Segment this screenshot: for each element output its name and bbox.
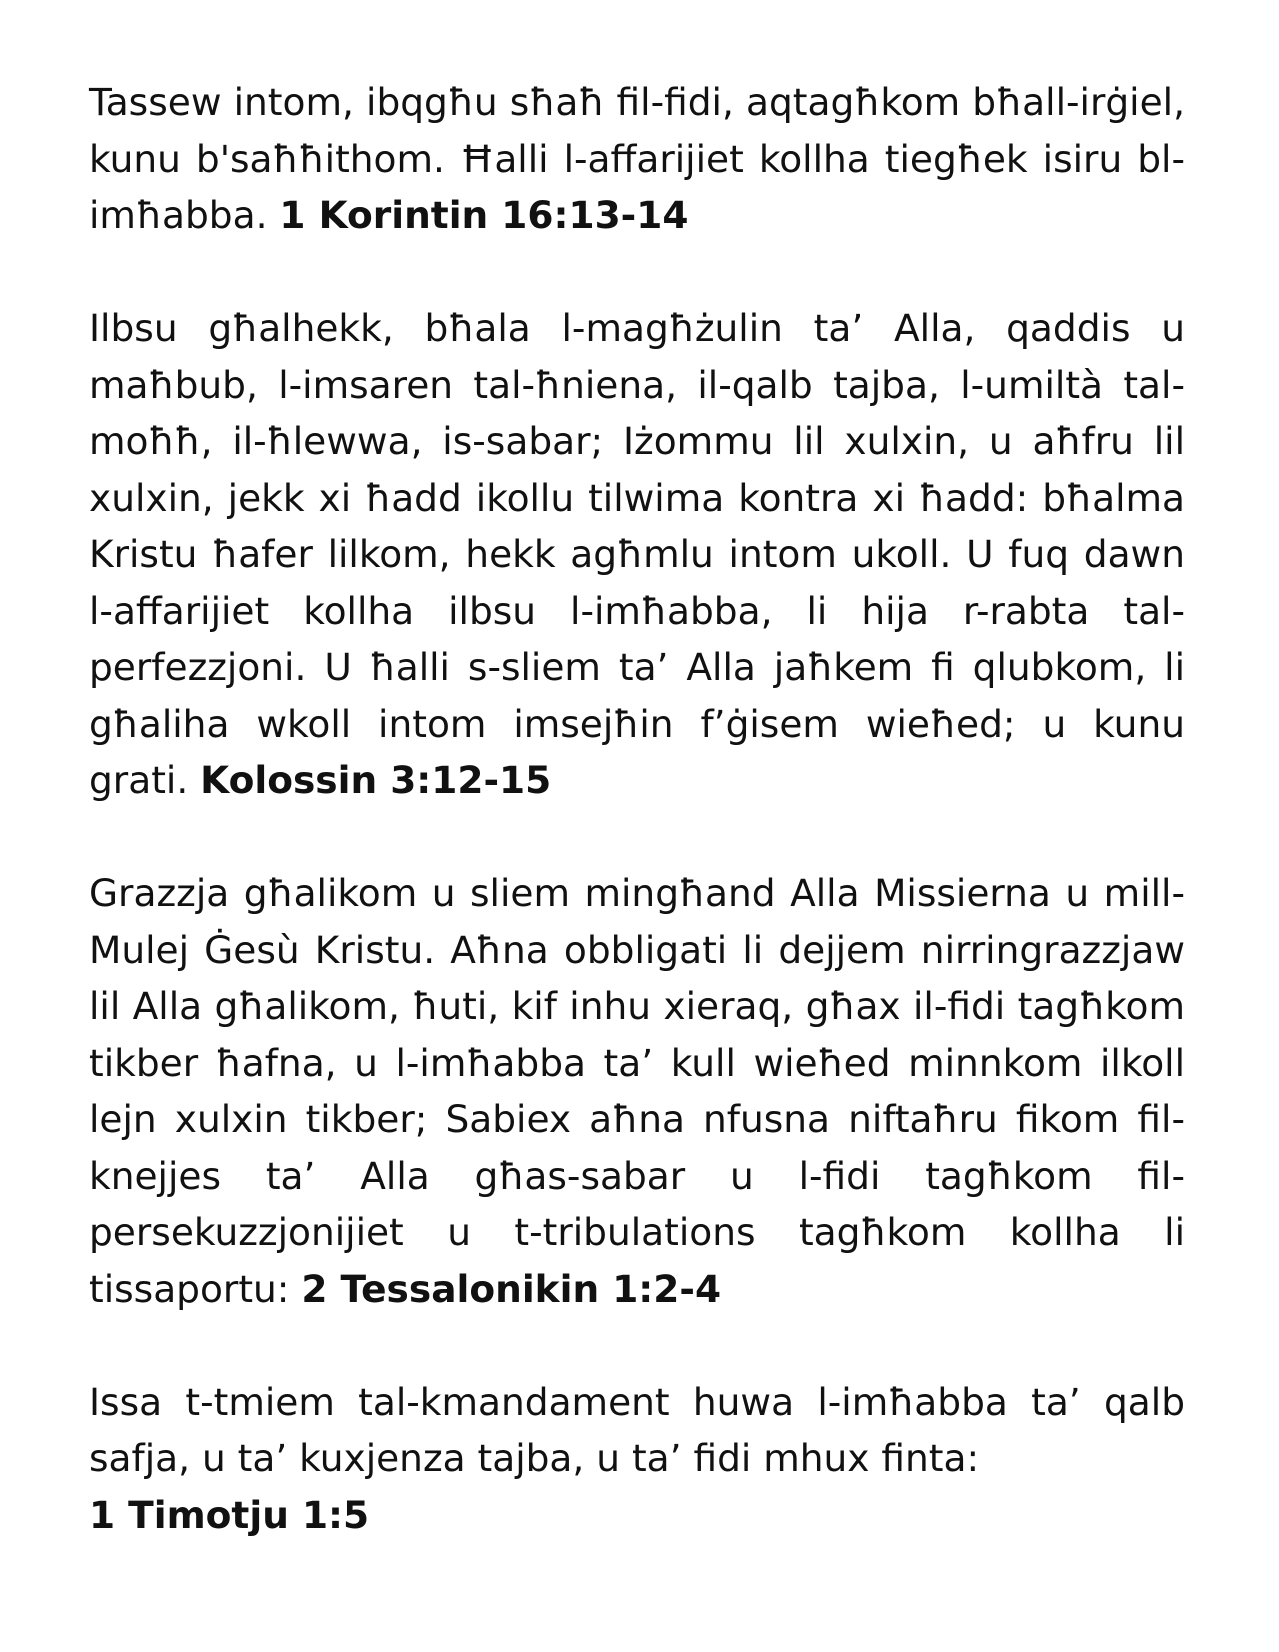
passage-3 <box>89 865 1185 1317</box>
scripture-reference: 2 Tessalonikin 1:2-4 <box>301 1266 722 1311</box>
passage-text: Tassew intom, ibqgħu sħaħ fil-fidi, aqtagħkom bħall-irġiel, kunu b'saħħithom. Ħalli l-affarijiet kollha tiegħek isiru bl-imħabba. <box>89 80 1185 237</box>
passage-1 <box>89 74 1185 244</box>
passage-text: Issa t-tmiem tal-kmandament huwa l-imħabba ta’ qalb safja, u ta’ kuxjenza tajba, u ta’ fidi mhux finta: <box>89 1379 1185 1480</box>
passage-2 <box>89 300 1185 809</box>
scripture-reference: Kolossin 3:12-15 <box>200 758 552 802</box>
passage-4 <box>89 1374 1185 1544</box>
passage-text: Grazzja għalikom u sliem mingħand Alla Missierna u mill-Mulej Ġesù Kristu. Aħna obbligati li dejjem nirringrazzjaw lil Alla għalikom, ħuti, kif inhu xieraq, għax il-fidi tagħkom tikber ħafna, u l-imħabba ta’ kull wieħed minnkom ilkoll lejn xulxin tikber; Sabiex aħna nfusna niftaħru fikom fil-knejjes ta’ Alla għas-sabar u l-fidi tagħkom fil-persekuzzjonijiet u t-tribulations tagħkom kollha li tissaportu: <box>89 871 1185 1311</box>
scripture-reference: 1 Korintin 16:13-14 <box>279 193 689 237</box>
document-page <box>89 74 1185 1600</box>
passage-text: Ilbsu għalhekk, bħala l-magħżulin ta’ Alla, qaddis u maħbub, l-imsaren tal-ħniena, il-qalb tajba, l-umiltà tal-moħħ, il-ħlewwa, is-sabar; Iżommu lil xulxin, u aħfru lil xulxin, jekk xi ħadd ikollu tilwima kontra xi ħadd: bħalma Kristu ħafer lilkom, hekk agħmlu intom ukoll. U fuq dawn l-affarijiet kollha ilbsu l-imħabba, li hija r-rabta tal-perfezzjoni. U ħalli s-sliem ta’ Alla jaħkem fi qlubkom, li għaliha wkoll intom imsejħin f’ġisem wieħed; u kunu grati. <box>89 306 1185 802</box>
scripture-reference: 1 Timotju 1:5 <box>89 1492 370 1537</box>
